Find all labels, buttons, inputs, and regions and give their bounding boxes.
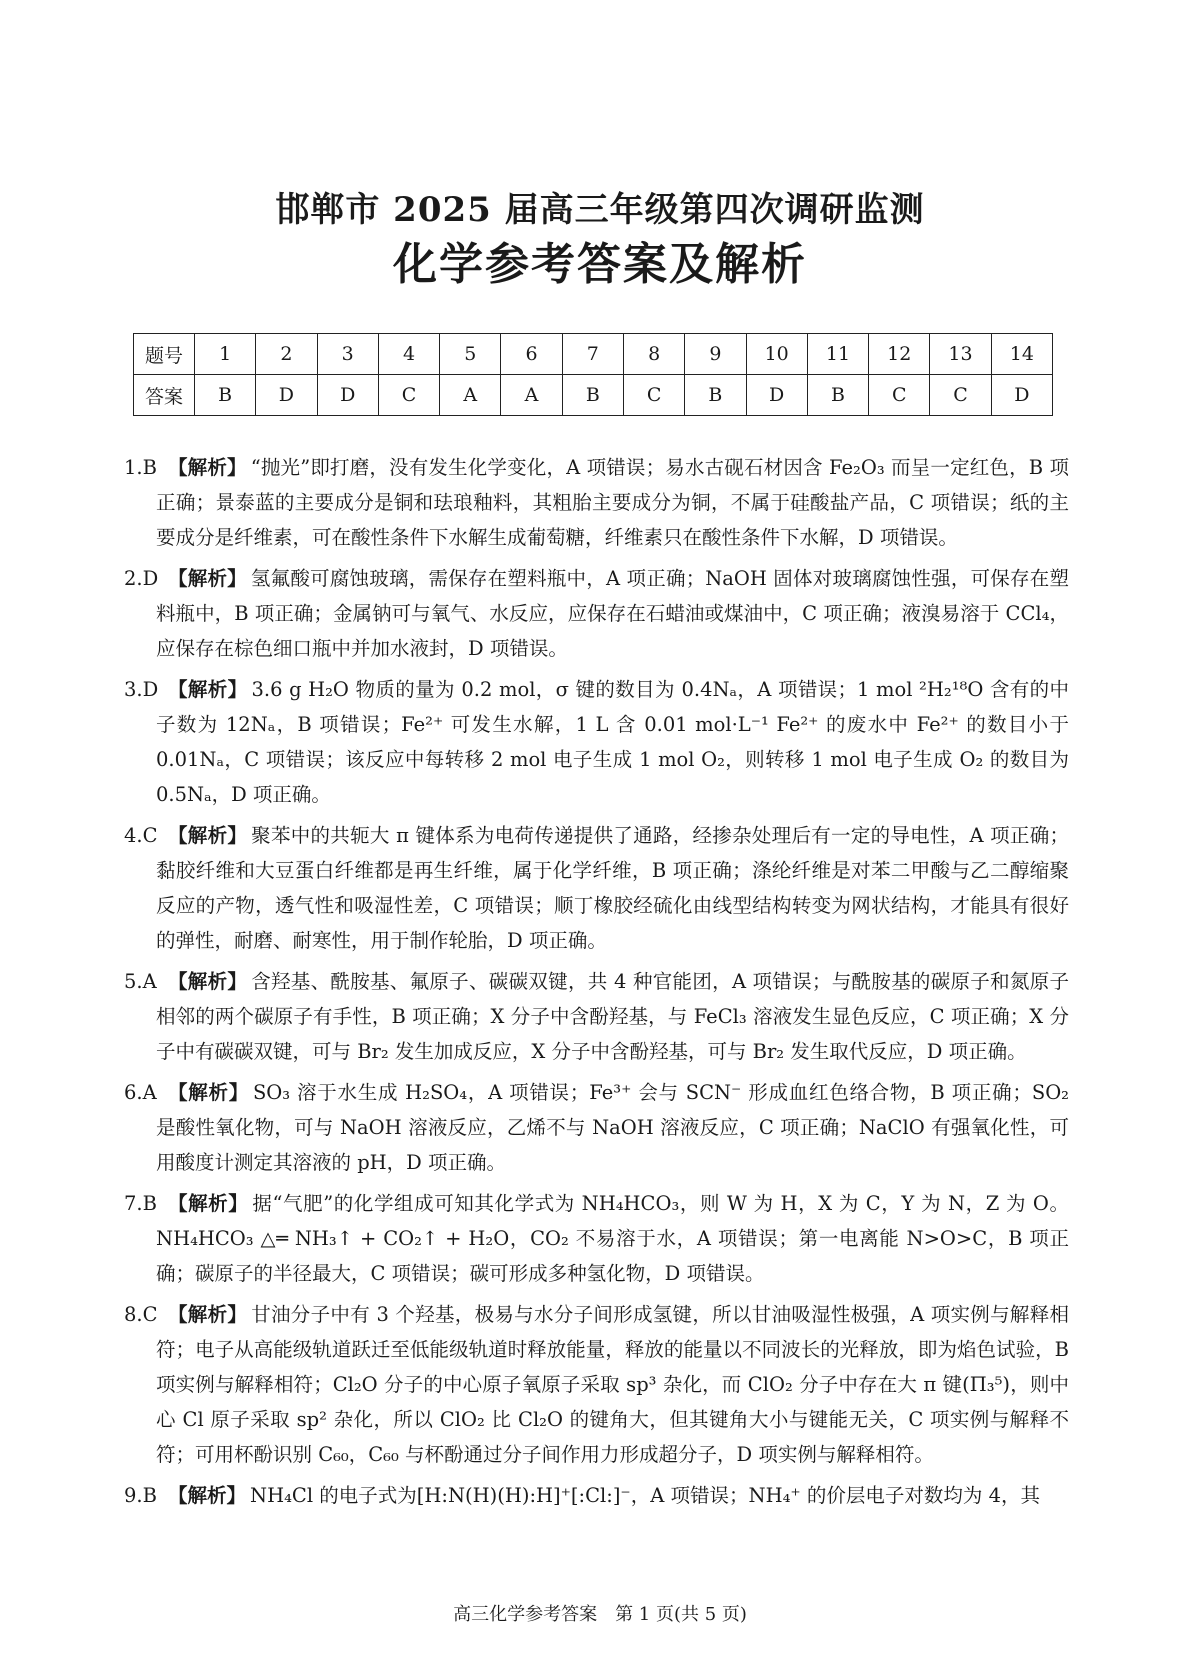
explanation-item: [124, 672, 1076, 812]
question-number: 7: [562, 334, 623, 375]
item-number: 7.B: [124, 1192, 157, 1215]
explanation-text: 3.6 g H₂O 物质的量为 0.2 mol，σ 键的数目为 0.4Nₐ，A 项错误；1 mol ²H₂¹⁸O 含有的中子数为 12Nₐ，B 项错误；Fe²⁺ 可发生水解，1 L 含 0.01 mol·L⁻¹ Fe²⁺ 的废水中 Fe²⁺ 的数目小于 0.01Nₐ，C 项错误；该反应中每转移 2 mol 电子生成 1 mol O₂，则转移 1 mol 电子生成 O₂ 的数目为 0.5Nₐ，D 项正确。: [156, 678, 1076, 806]
analysis-tag: 【解析】: [168, 824, 248, 847]
answer-cell: C: [623, 375, 684, 416]
explanation-text: 氢氟酸可腐蚀玻璃，需保存在塑料瓶中，A 项正确；NaOH 固体对玻璃腐蚀性强，可保存在塑料瓶中，B 项正确；金属钠可与氧气、水反应，应保存在石蜡油或煤油中，C 项正确；液溴易溶于 CCl₄，应保存在棕色细口瓶中并加水液封，D 项错误。: [156, 567, 1069, 660]
analysis-tag: 【解析】: [168, 678, 248, 701]
explanation-item: [124, 1478, 1069, 1513]
answer-cell: D: [991, 375, 1052, 416]
question-number: 4: [378, 334, 439, 375]
explanation-text: SO₃ 溶于水生成 H₂SO₄，A 项错误；Fe³⁺ 会与 SCN⁻ 形成血红色络合物，B 项正确；SO₂ 是酸性氧化物，可与 NaOH 溶液反应，乙烯不与 NaOH 溶液反应，C 项正确；NaClO 有强氧化性，可用酸度计测定其溶液的 pH，D 项正确。: [156, 1081, 1076, 1174]
row-label-number: 题号: [134, 334, 195, 375]
answer-cell: D: [256, 375, 317, 416]
answer-cell: D: [746, 375, 807, 416]
answer-cell: C: [930, 375, 991, 416]
analysis-tag: 【解析】: [168, 1484, 247, 1507]
analysis-tag: 【解析】: [168, 1192, 249, 1215]
item-number: 3.D: [124, 678, 159, 701]
item-number: 2.D: [124, 567, 159, 590]
item-number: 6.A: [124, 1081, 157, 1104]
question-number: 12: [869, 334, 930, 375]
question-number: 3: [317, 334, 378, 375]
item-number: 8.C: [124, 1303, 158, 1326]
analysis-tag: 【解析】: [168, 567, 247, 590]
question-number: 10: [746, 334, 807, 375]
question-number: 5: [440, 334, 501, 375]
explanation-item: [124, 1075, 1076, 1180]
answer-cell: B: [685, 375, 746, 416]
explanation-item: [124, 1297, 1076, 1472]
explanation-item: [124, 1186, 1069, 1291]
question-number: 1: [195, 334, 256, 375]
analysis-tag: 【解析】: [168, 456, 247, 479]
explanation-item: [124, 818, 1069, 958]
question-number: 8: [623, 334, 684, 375]
explanation-item: [124, 450, 1069, 555]
analysis-tag: 【解析】: [168, 1303, 248, 1326]
analysis-tag: 【解析】: [168, 1081, 249, 1104]
answer-cell: B: [195, 375, 256, 416]
answer-cell: B: [562, 375, 623, 416]
document-subtitle: 化学参考答案及解析: [393, 239, 807, 290]
answer-table-number-row: [134, 334, 1053, 375]
answer-cell: A: [440, 375, 501, 416]
explanation-item: [124, 561, 1069, 666]
explanation-item: [124, 964, 1069, 1069]
page-footer: 高三化学参考答案 第 1 页(共 5 页): [453, 1604, 747, 1625]
question-number: 2: [256, 334, 317, 375]
item-number: 1.B: [124, 456, 157, 479]
explanation-text: 含羟基、酰胺基、氟原子、碳碳双键，共 4 种官能团，A 项错误；与酰胺基的碳原子和氮原子相邻的两个碳原子有手性，B 项正确；X 分子中含酚羟基，与 FeCl₃ 溶液发生显色反应，C 项正确；X 分子中有碳碳双键，可与 Br₂ 发生加成反应，X 分子中含酚羟基，可与 Br₂ 发生取代反应，D 项正确。: [156, 970, 1069, 1063]
document-title: 邯郸市 2025 届高三年级第四次调研监测: [275, 190, 925, 230]
explanation-text: 据“气肥”的化学组成可知其化学式为 NH₄HCO₃，则 W 为 H，X 为 C，Y 为 N，Z 为 O。NH₄HCO₃ △═ NH₃↑ + CO₂↑ + H₂O，CO₂ 不易溶于水，A 项错误；第一电离能 N>O>C，B 项正确；碳原子的半径最大，C 项错误；碳可形成多种氢化物，D 项错误。: [156, 1192, 1069, 1285]
explanations-list: [124, 450, 1076, 1519]
item-number: 4.C: [124, 824, 158, 847]
question-number: 13: [930, 334, 991, 375]
explanation-text: 甘油分子中有 3 个羟基，极易与水分子间形成氢键，所以甘油吸湿性极强，A 项实例与解释相符；电子从高能级轨道跃迁至低能级轨道时释放能量，释放的能量以不同波长的光释放，即为焰色试验，B 项实例与解释相符；Cl₂O 分子的中心原子氧原子采取 sp³ 杂化，而 ClO₂ 分子中存在大 π 键(Π₃⁵)，则中心 Cl 原子采取 sp² 杂化，所以 ClO₂ 比 Cl₂O 的键角大，但其键角大小与键能无关，C 项实例与解释不符；可用杯酚识别 C₆₀，C₆₀ 与杯酚通过分子间作用力形成超分子，D 项实例与解释相符。: [156, 1303, 1076, 1466]
answer-cell: D: [317, 375, 378, 416]
explanation-text: “抛光”即打磨，没有发生化学变化，A 项错误；易水古砚石材因含 Fe₂O₃ 而呈一定红色，B 项正确；景泰蓝的主要成分是铜和珐琅釉料，其粗胎主要成分为铜，不属于硅酸盐产品，C 项错误；纸的主要成分是纤维素，可在酸性条件下水解生成葡萄糖，纤维素只在酸性条件下水解，D 项错误。: [156, 456, 1069, 549]
question-number: 9: [685, 334, 746, 375]
answer-table: [133, 333, 1053, 416]
explanation-text: 聚苯中的共轭大 π 键体系为电荷传递提供了通路，经掺杂处理后有一定的导电性，A 项正确；黏胶纤维和大豆蛋白纤维都是再生纤维，属于化学纤维，B 项正确；涤纶纤维是对苯二甲酸与乙二醇缩聚反应的产物，透气性和吸湿性差，C 项错误；顺丁橡胶经硫化由线型结构转变为网状结构，才能具有很好的弹性，耐磨、耐寒性，用于制作轮胎，D 项正确。: [156, 824, 1069, 952]
answer-cell: B: [807, 375, 868, 416]
question-number: 11: [807, 334, 868, 375]
answer-cell: C: [869, 375, 930, 416]
answer-table-answer-row: [134, 375, 1053, 416]
item-number: 5.A: [124, 970, 157, 993]
analysis-tag: 【解析】: [168, 970, 248, 993]
item-number: 9.B: [124, 1484, 157, 1507]
question-number: 6: [501, 334, 562, 375]
answer-cell: C: [378, 375, 439, 416]
answer-cell: A: [501, 375, 562, 416]
row-label-answer: 答案: [134, 375, 195, 416]
explanation-text: NH₄Cl 的电子式为[H:N(H)(H):H]⁺[:Cl:]⁻，A 项错误；NH₄⁺ 的价层电子对数均为 4，其: [250, 1484, 1040, 1507]
question-number: 14: [991, 334, 1052, 375]
